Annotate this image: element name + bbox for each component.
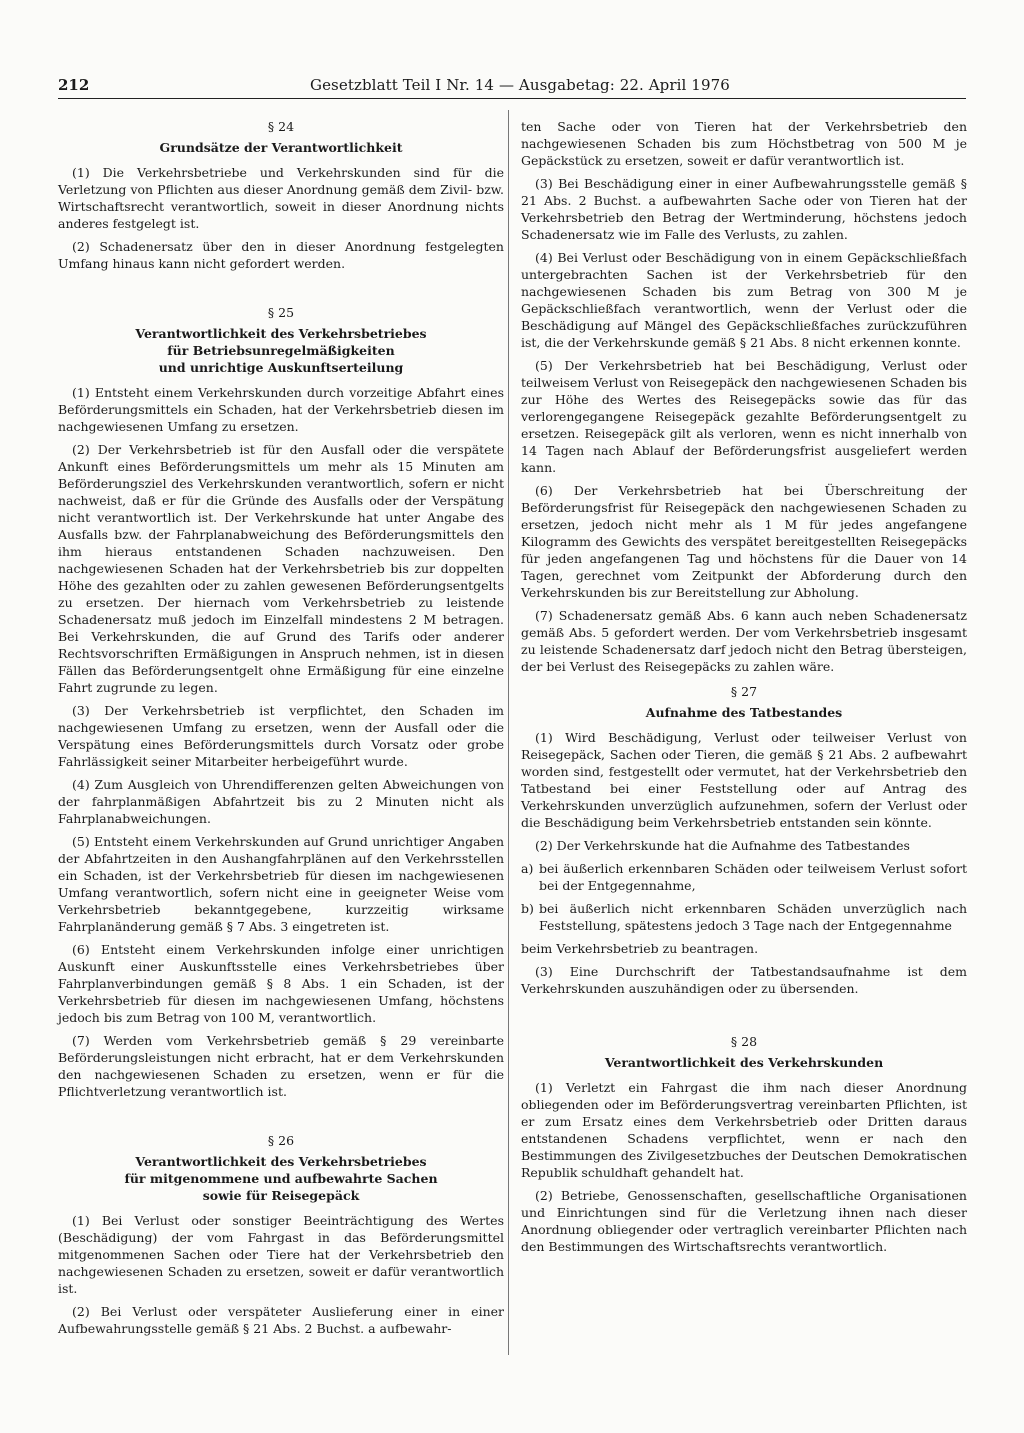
item-a-label: a) bbox=[521, 861, 534, 876]
section-27-paragraph-1: (1) Wird Beschädigung, Verlust oder teilweiser Verlust von Reisegepäck, Sachen oder Tieren, die gemäß § 21 Abs. 2 aufbewahrt worden sind, festgestellt oder vermutet, hat der Verkehrsbetrieb den Tatbestand bei einer Feststellung oder auf Antrag des Verkehrskunden unverzüglich aufzunehmen, sofern der Verlust oder die Beschädigung beim Verkehrsbetrieb entstanden sein könnte. bbox=[521, 730, 967, 830]
right-column bbox=[521, 118, 967, 1261]
gazette-title: Gesetzblatt Teil I Nr. 14 — Ausgabetag: 22. April 1976 bbox=[310, 76, 730, 94]
page-number: 212 bbox=[58, 76, 90, 94]
section-26-paragraph-7: (7) Schadenersatz gemäß Abs. 6 kann auch neben Schadenersatz gemäß Abs. 5 gefordert werden. Der vom Verkehrsbetrieb insgesamt zu leistende Schadenersatz darf jedoch nicht den Betrag übersteigen, der bei Verlust des Reisegepäcks zu zahlen wäre. bbox=[521, 608, 967, 674]
section-26-paragraph-4: (4) Bei Verlust oder Beschädigung von in einem Gepäckschließfach untergebrachten Sachen ist der Verkehrsbetrieb für den nachgewiesenen Schaden bis zum Betrag von 300 M je Gepäckschließfach verantwortlich, wenn der Verlust oder die Beschädigung auf Mängel des Gepäckschließfaches zurückzuführen ist, die der Verkehrskunde gemäß § 21 Abs. 8 nicht erkennen konnte. bbox=[521, 250, 967, 350]
section-24-title: Grundsätze der Verantwortlichkeit bbox=[159, 140, 403, 155]
section-27-item-b bbox=[521, 900, 967, 934]
section-25-paragraph-5: (5) Entsteht einem Verkehrskunden auf Grund unrichtiger Angaben der Abfahrtzeiten in den Aushangfahrplänen auf den Verkehrsstellen ein Schaden, ist der Verkehrsbetrieb für diesen im nachgewiesenen Umfang verantwortlich, sofern nicht eine in geeigneter Weise vom Verkehrsbetrieb bekanntgegebene, kurzzeitig wirksame Fahrplanänderung gemäß § 7 Abs. 3 eingetreten ist. bbox=[58, 834, 504, 934]
section-24-number: § 24 bbox=[267, 119, 295, 134]
column-divider bbox=[508, 110, 509, 1355]
section-25-paragraph-2: (2) Der Verkehrsbetrieb ist für den Ausfall oder die verspätete Ankunft eines Beförderungsmittels um mehr als 15 Minuten am Beförderungsziel des Verkehrskunden verantwortlich, sofern er nicht nachweist, daß er für die Gründe des Ausfalls oder der Verspätung nicht verantwortlich ist. Der Verkehrskunde hat unter Angabe des Ausfalls bzw. der Fahrplanabweichung des Beförderungsmittels den ihm hieraus entstandenen Schaden nachzuweisen. Den nachgewiesenen Schaden hat der Verkehrsbetrieb bis zur doppelten Höhe des gezahlten oder zu zahlen gewesenen Beförderungsentgelts zu ersetzen. Der hiernach vom Verkehrsbetrieb zu leistende Schadenersatz muß jedoch im Einzelfall mindestens 2 M betragen. Bei Verkehrskunden, die auf Grund des Tarifs oder anderer Rechtsvorschriften Ermäßigungen in Anspruch nehmen, ist in diesen Fällen das Beförderungsentgelt ohne Ermäßigung für eine einzelne Fahrt zugrunde zu legen. bbox=[58, 442, 504, 695]
section-25-paragraph-3: (3) Der Verkehrsbetrieb ist verpflichtet, den Schaden im nachgewiesenen Umfang zu ersetzen, wenn der Ausfall oder die Verspätung eines Beförderungsmittels durch Vorsatz oder grobe Fahrlässigkeit seiner Mitarbeiter herbeigeführt wurde. bbox=[58, 703, 504, 769]
section-26-title-line-1: Verantwortlichkeit des Verkehrsbetriebes bbox=[135, 1154, 427, 1169]
section-28-number: § 28 bbox=[730, 1034, 758, 1049]
section-25-paragraph-6: (6) Entsteht einem Verkehrskunden infolge einer unrichtigen Auskunft einer Auskunftsstelle eines Verkehrsbetriebes über Fahrplanverbindungen gemäß § 8 Abs. 1 ein Schaden, ist der Verkehrsbetrieb für diesen im nachgewiesenen Umfang, höchstens jedoch bis zum Betrag von 100 M, verantwortlich. bbox=[58, 942, 504, 1025]
section-25-paragraph-1: (1) Entsteht einem Verkehrskunden durch vorzeitige Abfahrt eines Beförderungsmittels ein Schaden, hat der Verkehrsbetrieb diesen im nachgewiesenen Umfang zu ersetzen. bbox=[58, 385, 504, 434]
section-26-paragraph-2: (2) Bei Verlust oder verspäteter Auslieferung einer in einer Aufbewahrungsstelle gemäß § 21 Abs. 2 Buchst. a aufbewahr- bbox=[58, 1304, 504, 1336]
section-27-paragraph-3: (3) Eine Durchschrift der Tatbestandsaufnahme ist dem Verkehrskunden auszuhändigen oder zu übersenden. bbox=[521, 964, 967, 996]
section-26-paragraph-3: (3) Bei Beschädigung einer in einer Aufbewahrungsstelle gemäß § 21 Abs. 2 Buchst. a aufbewahrten Sache oder von Tieren hat der Verkehrsbetrieb den Betrag der Wertminderung, höchstens jedoch Schadenersatz wie im Falle des Verlusts, zu zahlen. bbox=[521, 176, 967, 242]
section-28-paragraph-2: (2) Betriebe, Genossenschaften, gesellschaftliche Organisationen und Einrichtungen sind für die Verletzung ihnen nach dieser Anordnung obliegender oder vertraglich vereinbarter Pflichten nach den Bestimmungen des Wirtschaftsrechts verantwortlich. bbox=[521, 1188, 967, 1254]
section-25-paragraph-4: (4) Zum Ausgleich von Uhrendifferenzen gelten Abweichungen von der fahrplanmäßigen Abfahrtzeit bis zu 2 Minuten nicht als Fahrplanabweichungen. bbox=[58, 777, 504, 826]
section-27-title: Aufnahme des Tatbestandes bbox=[645, 705, 843, 720]
item-a-text: bei äußerlich erkennbaren Schäden oder teilweisem Verlust sofort bei der Entgegennahme, bbox=[539, 861, 967, 893]
page-header bbox=[58, 76, 966, 99]
item-b-label: b) bbox=[521, 901, 534, 916]
section-26-title-line-3: sowie für Reisegepäck bbox=[202, 1188, 360, 1203]
section-26-paragraph-2-continued: ten Sache oder von Tieren hat der Verkehrsbetrieb den nachgewiesenen Schaden bis zum Höchstbetrag von 500 M je Gepäckstück zu ersetzen, soweit er dafür verantwortlich ist. bbox=[521, 119, 967, 168]
section-25-title-line-3: und unrichtige Auskunftserteilung bbox=[158, 360, 404, 375]
section-26-title bbox=[58, 1153, 504, 1204]
section-28-paragraph-1: (1) Verletzt ein Fahrgast die ihm nach dieser Anordnung obliegenden oder im Beförderungsvertrag vereinbarten Pflichten, ist er zum Ersatz eines dem Verkehrsbetrieb oder Dritten daraus entstandenen Schadens verpflichtet, wenn er nach den Bestimmungen des Zivilgesetzbuches der Deutschen Demokratischen Republik schuldhaft gehandelt hat. bbox=[521, 1080, 967, 1180]
section-24-paragraph-2: (2) Schadenersatz über den in dieser Anordnung festgelegten Umfang hinaus kann nicht gefordert werden. bbox=[58, 239, 504, 271]
section-25-title bbox=[58, 325, 504, 376]
item-b-text: bei äußerlich nicht erkennbaren Schäden unverzüglich nach Feststellung, spätestens jedoch 3 Tage nach der Entgegennahme bbox=[539, 901, 967, 933]
section-25-paragraph-7: (7) Werden vom Verkehrsbetrieb gemäß § 29 vereinbarte Beförderungsleistungen nicht erbracht, hat er dem Verkehrskunden den nachgewiesenen Schaden zu ersetzen, wenn er für die Pflichtverletzung verantwortlich ist. bbox=[58, 1033, 504, 1099]
section-26-paragraph-5: (5) Der Verkehrsbetrieb hat bei Beschädigung, Verlust oder teilweisem Verlust von Reisegepäck den nachgewiesenen Schaden bis zur Höhe des Wertes des Reisegepäcks sowie das für das verlorengegangene Reisegepäck gezahlte Beförderungsentgelt zu ersetzen. Reisegepäck gilt als verloren, wenn es nicht innerhalb von 14 Tagen nach Ablauf der Beförderungsfrist ausgeliefert werden kann. bbox=[521, 358, 967, 475]
section-25-title-line-2: für Betriebsunregelmäßigkeiten bbox=[167, 343, 395, 358]
section-26-number: § 26 bbox=[267, 1133, 295, 1148]
section-26-paragraph-1: (1) Bei Verlust oder sonstiger Beeinträchtigung des Wertes (Beschädigung) der vom Fahrgast in das Beförderungsmittel mitgenommenen Sachen oder Tiere hat der Verkehrsbetrieb den nachgewiesenen Schaden zu ersetzen, soweit er dafür verantwortlich ist. bbox=[58, 1213, 504, 1296]
section-27-item-a bbox=[521, 860, 967, 894]
section-27-number: § 27 bbox=[730, 684, 758, 699]
section-25-title-line-1: Verantwortlichkeit des Verkehrsbetriebes bbox=[135, 326, 427, 341]
section-25-number: § 25 bbox=[267, 305, 295, 320]
section-24-paragraph-1: (1) Die Verkehrsbetriebe und Verkehrskunden sind für die Verletzung von Pflichten aus dieser Anordnung gemäß dem Zivil- bzw. Wirtschaftsrecht verantwortlich, soweit in dieser Anordnung nichts anderes festgelegt ist. bbox=[58, 165, 504, 231]
left-column bbox=[58, 110, 504, 1343]
section-27-paragraph-2: (2) Der Verkehrskunde hat die Aufnahme des Tatbestandes bbox=[535, 838, 910, 853]
section-26-title-line-2: für mitgenommene und aufbewahrte Sachen bbox=[124, 1171, 438, 1186]
section-26-paragraph-6: (6) Der Verkehrsbetrieb hat bei Überschreitung der Beförderungsfrist für Reisegepäck den nachgewiesenen Schaden zu ersetzen, jedoch nicht mehr als 1 M für jedes angefangene Kilogramm des Gewichts des verspätet bereitgestellten Reisegepäcks für jeden angefangenen Tag und höchstens für die Dauer von 14 Tagen, gerechnet vom Zeitpunkt der Abforderung durch den Verkehrskunden bis zur Bereitstellung zur Abholung. bbox=[521, 483, 967, 600]
section-28-title: Verantwortlichkeit des Verkehrskunden bbox=[604, 1055, 884, 1070]
section-27-tail: beim Verkehrsbetrieb zu beantragen. bbox=[521, 941, 759, 956]
